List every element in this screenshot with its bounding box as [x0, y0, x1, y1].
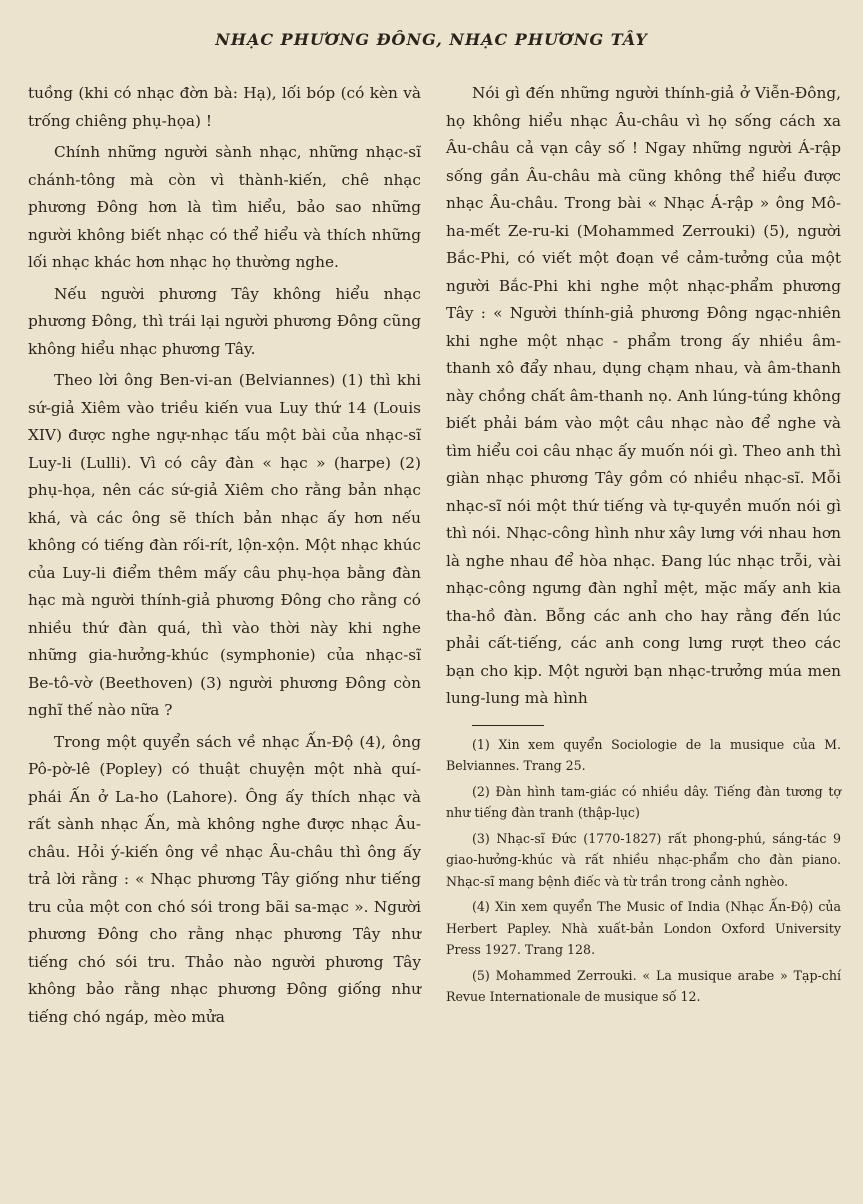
footnote: (5) Mohammed Zerrouki. « La musique arabe » Tạp-chí Revue Internationale de musique số 12.: [446, 967, 841, 1004]
footnote: (2) Đàn hình tam-giác có nhiều dây. Tiếng đàn tương tợ như tiếng đàn tranh (thập-lục): [446, 783, 841, 820]
paragraph: Nói gì đến những người thính-giả ở Viễn-Đông, họ không hiểu nhạc Âu-châu vì họ sống cách xa Âu-châu cả vạn cây số ! Ngay những người Á-rập sống gần Âu-châu mà cũng không thể hiểu được nhạc Âu-châu. Trong bài « Nhạc Á-rập » ông Mô-ha-mết Ze-ru-ki (Mohammed Zerrouki) (5), người Bắc-Phi, có viết một đoạn về cảm-tưởng của một người Bắc-Phi khi nghe một nhạc-phẩm phương Tây : « Người thính-giả phương Đông ngạc-nhiên khi nghe một nhạc - phẩm trong ấy nhiều âm-thanh xô đẩy nhau, dụng chạm nhau, và âm-thanh này chồng chất âm-thanh nọ. Anh lúng-túng không biết phải bám vào một câu nhạc nào để nghe và tìm hiểu coi câu nhạc ấy muốn nói gì. Theo anh thì giàn nhạc phương Tây gồm có nhiều nhạc-sĩ. Mỗi nhạc-sĩ nói một thứ tiếng và tự-quyền muốn nói gì thì nói. Nhạc-công hình như xây lưng với nhau hơn là nghe nhau để hòa nhạc. Đang lúc nhạc trỗi, vài nhạc-công ngưng đàn nghỉ mệt, mặc mấy anh kia tha-hồ đàn. Bỗng các anh cho hay rằng đến lúc phải cất-tiếng, các anh cong lưng rượt theo các bạn cho kịp. Một người bạn nhạc-trưởng múa men lung-lung mà hình: [446, 84, 841, 707]
paragraph: Nếu người phương Tây không hiểu nhạc phương Đông, thì trái lại người phương Đông cũng không hiểu nhạc phương Tây.: [28, 284, 421, 358]
paragraph: Trong một quyển sách về nhạc Ấn-Độ (4), ông Pô-pờ-lê (Popley) có thuật chuyện một nhà quí-phái Ấn ở La-ho (Lahore). Ông ấy thích nhạc và rất sành nhạc Ấn, mà không nghe được nhạc Âu-châu. Hỏi ý-kiến ông về nhạc Âu-châu thì ông ấy trả lời rằng : « Nhạc phương Tây giống như tiếng tru của một con chó sói trong bãi sa-mạc ». Người phương Đông cho rằng nhạc phương Tây như tiếng chó sói tru. Thảo nào người phương Tây không bảo rằng nhạc phương Đông giống như tiếng chó ngáp, mèo mửa: [28, 732, 421, 1026]
footnote: (3) Nhạc-sĩ Đức (1770-1827) rất phong-phú, sáng-tác 9 giao-hưởng-khúc và rất nhiều nhạc-phẩm cho đàn piano. Nhạc-sĩ mang bệnh điếc và từ trần trong cảnh nghèo.: [446, 830, 841, 889]
right-column: [446, 80, 841, 1012]
paragraph: tuồng (khi có nhạc đờn bà: Hạ), lối bóp (có kèn và trống chiêng phụ-họa) !: [28, 84, 421, 130]
footnotes: [446, 734, 841, 1008]
footnote: (4) Xin xem quyển The Music of India (Nhạc Ấn-Độ) của Herbert Papley. Nhà xuất-bản London Oxford University Press 1927. Trang 128.: [446, 899, 841, 957]
footnote-divider: [472, 725, 544, 726]
paragraph: Chính những người sành nhạc, những nhạc-sĩ chánh-tông mà còn vì thành-kiến, chê nhạc phương Đông hơn là tìm hiểu, bảo sao những người không biết nhạc có thể hiểu và thích những lối nhạc khác hơn nhạc họ thường nghe.: [28, 143, 421, 271]
running-header: NHẠC PHƯƠNG ĐÔNG, NHẠC PHƯƠNG TÂY: [215, 30, 648, 49]
footnote: (1) Xin xem quyển Sociologie de la musique của M. Belviannes. Trang 25.: [446, 736, 841, 773]
left-column: [28, 80, 421, 1035]
paragraph: Theo lời ông Ben-vi-an (Belviannes) (1) thì khi sứ-giả Xiêm vào triều kiến vua Luy thứ 14 (Louis XIV) được nghe ngự-nhạc tấu một bài của nhạc-sĩ Luy-li (Lulli). Vì có cây đàn « hạc » (harpe) (2) phụ-họa, nên các sứ-giả Xiêm cho rằng bản nhạc khá, và các ông sẽ thích bản nhạc ấy hơn nếu không có tiếng đàn rối-rít, lộn-xộn. Một nhạc khúc của Luy-li điểm thêm mấy câu phụ-họa bằng đàn hạc mà người thính-giả phương Đông cho rằng có nhiều thứ đàn quá, thì vào thời này khi nghe những gia-hưởng-khúc (symphonie) của nhạc-sĩ Be-tô-vờ (Beethoven) (3) người phương Đông còn nghĩ thế nào nữa ?: [28, 371, 421, 719]
